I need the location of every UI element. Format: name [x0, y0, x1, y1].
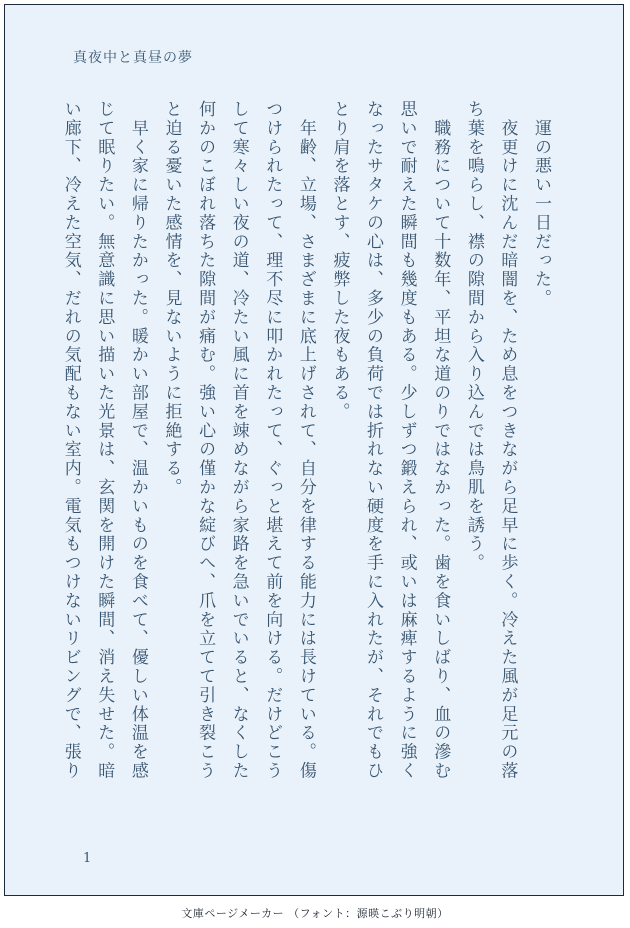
running-header-title: 真夜中と真昼の夢	[73, 50, 193, 66]
paragraph: 職務について十数年、平坦な道のりではなかった。歯を食いしばり、血の滲む思いで耐えた瞬間も幾度もある。少しずつ鍛えられ、或いは麻痺するように強くなったサタケの心は、多少の負荷では折れない硬度を手に入れたが、それでもひとり肩を落とす、疲弊した夜もある。	[329, 100, 451, 781]
page-number: 1	[83, 851, 92, 866]
paragraph: 早く家に帰りたかった。暖かい部屋で、温かいものを食べて、優しい体温を感じて眠りたい。無意識に思い描いた光景は、玄関を開けた瞬間、消え失せた。暗い廊下、冷えた空気、だれの気配もない室内。電気もつけないリビングで、張り	[60, 100, 148, 781]
vertical-body-text	[53, 100, 557, 788]
paragraph: 運の悪い一日だった。	[531, 100, 551, 308]
generator-credit: 文庫ページメーカー （フォント：源暎こぶり明朝）	[181, 907, 449, 920]
paragraph: 年齢、立場、さまざまに底上げされて、自分を律する能力には長けている。傷つけられたって、理不尽に叩かれたって、ぐっと堪えて前を向ける。だけどこうして寒々しい夜の道、冷たい風に首を竦めながら家路を急いでいると、なくした何かのこぼれ落ちた隙間が痛む。強い心の僅かな綻びへ、爪を立てて引き裂こうと迫る憂いた感情を、見ないように拒絶する。	[161, 100, 316, 781]
paragraph: 夜更けに沈んだ暗闇を、ため息をつきながら足早に歩く。冷えた風が足元の落ち葉を鳴らし、襟の隙間から入り込んでは鳥肌を誘う。	[463, 100, 518, 781]
page-frame	[4, 4, 624, 896]
